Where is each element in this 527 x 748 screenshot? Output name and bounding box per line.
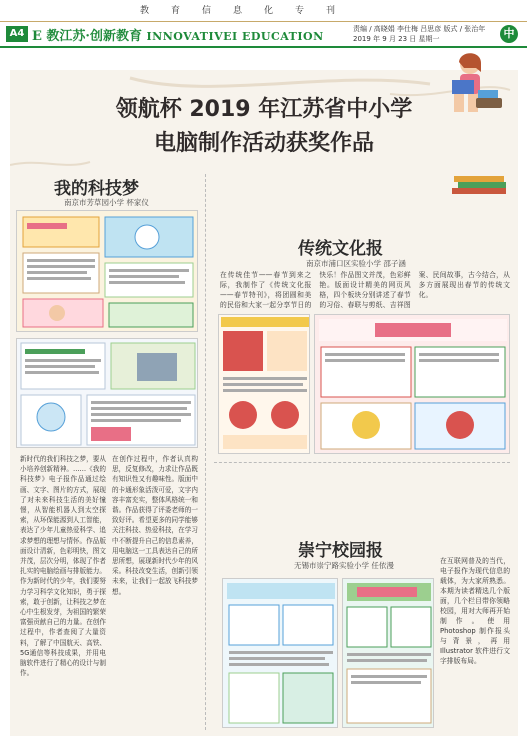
article1-title: 我的科技梦 <box>54 179 139 199</box>
date-line: 2019 年 9 月 23 日 星期一 <box>353 35 440 43</box>
article2-byline: 南京市浦口区实验小学 邵子涵 <box>306 259 406 268</box>
article2-image-right <box>314 314 510 454</box>
books-illustration <box>452 174 512 196</box>
masthead-rule <box>0 46 527 48</box>
main-title-line1: 领航杯 2019 年江苏省中小学 <box>115 97 413 122</box>
article2-body: 在传统佳节——春节到来之际，我制作了《传统文化报——春节特刊》，将团圆和美的民俗和大家一起分享节日的快乐！作品图文并茂，色彩鲜艳。版面设计精美的网页风格，四个板块分别讲述了春节的习俗、春联与剪纸、吉祥图案、民间故事，古今结合，从多方面展现出春节的传统文化。 <box>220 271 510 309</box>
section-badge: 中 <box>500 25 518 43</box>
article1-byline: 南京市芳草园小学 杯家仪 <box>64 198 149 207</box>
section-divider <box>214 462 510 463</box>
article1-image-top <box>16 210 198 332</box>
section-title <box>32 25 324 44</box>
reading-girl-illustration <box>440 50 506 116</box>
section-title-cn: E 教江苏·创新教育 <box>32 29 142 44</box>
feature-frame <box>10 70 518 736</box>
special-issue-tagline: 教育信息化专刊 <box>140 6 358 16</box>
article1-body-col1: 新时代的我们科技之梦，要从小培养创新精神。……《我的科技梦》电子报作品通过绘画、文字、图片的方式，展现了对未来科技生活的美好憧憬，从智能机器人到太空探索，从环保能源到人工智能，表达了少年儿童热爱科学、追求梦想的理想与情怀。作品版面设计清新，色彩明快，图文并茂，层次分明，体现了作者扎实的电脑绘画与排版能力。作为新时代的少年，我们要努力学习科学文化知识，勇于探索，敢于创新，让科技之梦在心中生根发芽，为祖国的繁荣富强贡献自己的力量。在创作过程中，作者查阅了大量资料，了解了中国航天、高铁、5G通信等科技成果，并用电脑软件进行了精心的设计与制作。 <box>20 455 106 678</box>
editors-line: 责编 / 高晓娟 李仕梅 吕思彦 版式 / 张治年 <box>353 25 486 33</box>
article3-image-left <box>222 578 338 728</box>
article3-byline: 无锡市崇宁路实验小学 任依漫 <box>294 561 394 570</box>
main-title-line2: 电脑制作活动获奖作品 <box>153 131 374 156</box>
article2-title: 传统文化报 <box>298 239 383 259</box>
section-title-en: INNOVATIVEI EDUCATION <box>146 30 324 43</box>
masthead-info <box>353 24 485 44</box>
page-number: A4 <box>6 26 28 42</box>
article1-body-col2: 在创作过程中，作者认真构思，反复修改，力求让作品既有知识性又有趣味性。版面中的卡通形象活泼可爱，文字内容丰富充实，整体风格统一和谐。作品获得了评委老师的一致好评。希望更多的同学能够关注科技、热爱科技，在学习中不断提升自己的信息素养，用电脑这一工具表达自己的所思所想，展现新时代少年的风采。科技改变生活，创新引领未来，让我们一起放飞科技梦想。 <box>112 455 198 596</box>
article2-image-left <box>218 314 310 454</box>
article3-title: 崇宁校园报 <box>298 541 383 561</box>
article3-body: 在互联网普及的当代，电子报作为现代信息的载体，为大家所熟悉。本期为读者精选几个版面，几个栏目带你领略校园，用对大师再开始制作。使用 Photoshop 制作报头与背景，再用 Illustrator 软件进行文字排版布局。 <box>440 557 510 665</box>
column-divider <box>205 174 206 730</box>
article3-image-right <box>342 578 434 728</box>
top-band <box>0 0 527 22</box>
masthead <box>0 23 527 45</box>
article1-image-bottom <box>16 338 198 448</box>
